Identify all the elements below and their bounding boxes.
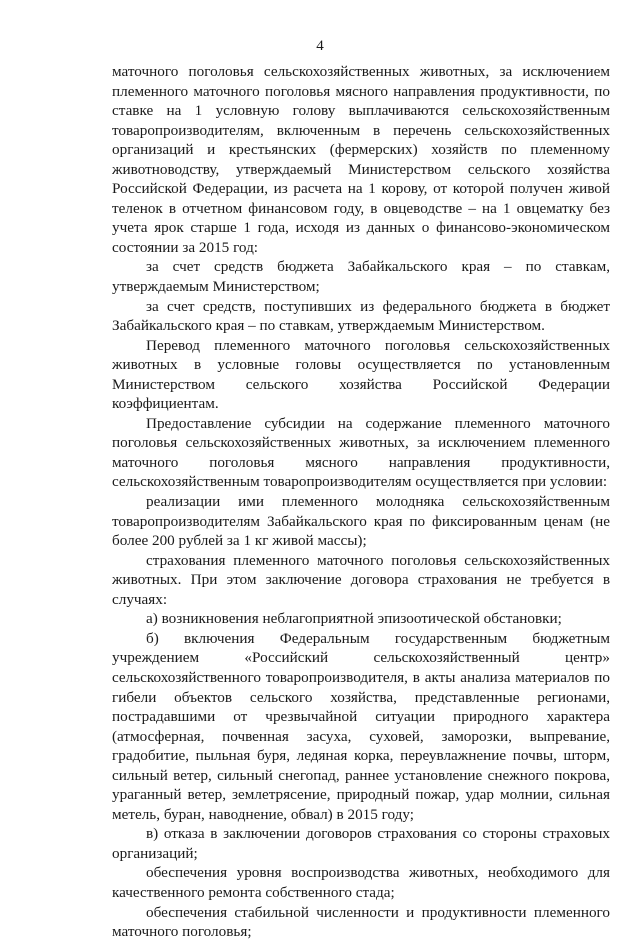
paragraph-condition-sales: реализации ими племенного молодняка сельскохозяйственным товаропроизводителям Забайкальского края по фиксированным ценам (не более 200 рублей за 1 кг живой массы); — [112, 493, 610, 550]
paragraph-conversion: Перевод племенного маточного поголовья сельскохозяйственных животных в условные головы осуществляется по установленным Министерством сельского хозяйства Российской Федерации коэффициентам. — [112, 336, 610, 413]
page-number: 4 — [316, 38, 324, 54]
list-item-b: б) включения Федеральным государственным бюджетным учреждением «Российский сельскохозяйственный центр» сельскохозяйственного товаропроизводителя, в акты анализа материалов по гибели объектов сельского хозяйства, представленные регионами, пострадавшими от чрезвычайной ситуации природного характера (атмосферная, почвенная засуха, суховей, заморозки, выпревание, градобитие, пыльная буря, ледяная корка, переувлажнение почвы, шторм, сильный ветер, сильный снегопад, раннее установление снежного покрова, ураганный ветер, землетрясение, природный пожар, удар молнии, сильная метель, буран, наводнение, обвал) в 2015 году; — [112, 629, 610, 823]
paragraph-subsidy-conditions: Предоставление субсидии на содержание племенного маточного поголовья сельскохозяйственных животных, за исключением племенного маточного поголовья мясного направления продуктивности, сельскохозяйственным товаропроизводителям осуществляется при условии: — [112, 414, 610, 491]
list-item-a: а) возникновения неблагоприятной эпизоотической обстановки; — [146, 610, 562, 628]
paragraph-continuation: маточного поголовья сельскохозяйственных животных, за исключением племенного маточного поголовья мясного направления продуктивности, по ставке на 1 условную голову выплачиваются сельскохозяйственным товаропроизводителям, включенным в перечень сельскохозяйственных организаций и крестьянских (фермерских) хозяйств по племенному животноводству, утверждаемый Министерством сельского хозяйства Российской Федерации, из расчета на 1 корову, от которой получен живой теленок в отчетном финансовом году, в овцеводстве – на 1 овцематку без учета ярок старше 1 года, исходя из данных о финансово-экономическом состоянии за 2015 год: — [112, 63, 610, 256]
document-body — [112, 62, 610, 942]
paragraph-condition-stability: обеспечения стабильной численности и продуктивности племенного маточного поголовья; — [112, 903, 610, 941]
paragraph-regional-budget: за счет средств бюджета Забайкальского края – по ставкам, утверждаемым Министерством; — [112, 258, 610, 296]
paragraph-federal-budget: за счет средств, поступивших из федерального бюджета в бюджет Забайкальского края – по ставкам, утверждаемым Министерством. — [112, 297, 610, 335]
paragraph-condition-reproduction: обеспечения уровня воспроизводства животных, необходимого для качественного ремонта собственного стада; — [112, 864, 610, 901]
paragraph-condition-insurance: страхования племенного маточного поголовья сельскохозяйственных животных. При этом заключение договора страхования не требуется в случаях: — [112, 551, 610, 608]
list-item-v: в) отказа в заключении договоров страхования со стороны страховых организаций; — [112, 825, 610, 862]
